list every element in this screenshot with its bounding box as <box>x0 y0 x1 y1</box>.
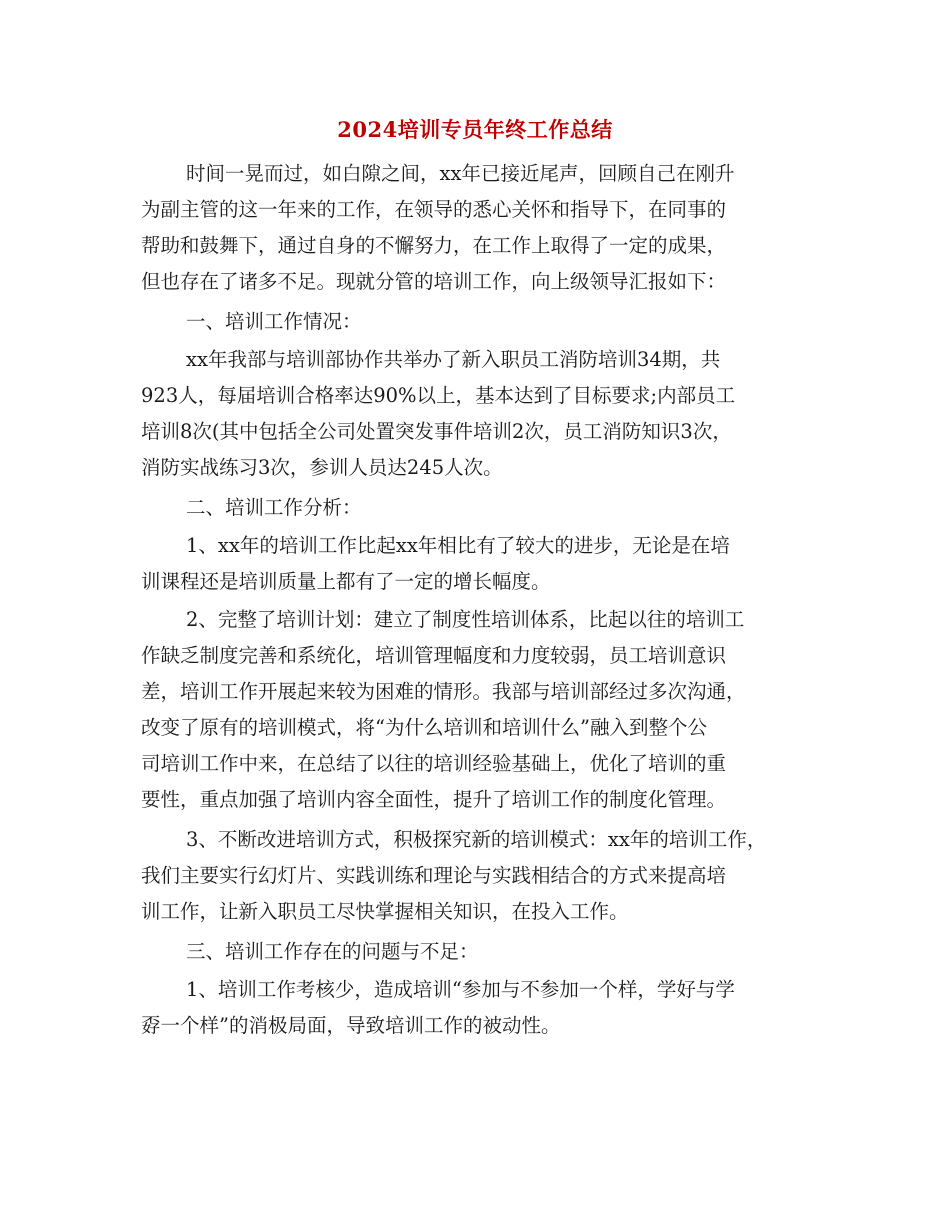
section-heading: 三、培训工作存在的问题与不足： <box>186 940 479 963</box>
paragraph-line: 1、xx年的培训工作比起xx年相比有了较大的进步，无论是在培 <box>186 534 730 557</box>
paragraph-line: 训工作，让新入职员工尽快掌握相关知识，在投入工作。 <box>141 900 629 923</box>
paragraph-line: 培训8次(其中包括全公司处置突发事件培训2次，员工消防知识3次， <box>141 420 732 443</box>
paragraph-line: xx年我部与培训部协作共举办了新入职员工消防培训34期，共 <box>186 348 721 371</box>
paragraph-line: 司培训工作中来，在总结了以往的培训经验基础上，优化了培训的重 <box>141 752 727 775</box>
paragraph-line: 2、完整了培训计划：建立了制度性培训体系，比起以往的培训工 <box>186 608 745 631</box>
document-title: 2024培训专员年终工作总结 <box>337 117 613 142</box>
paragraph-line: 训课程还是培训质量上都有了一定的增长幅度。 <box>141 570 551 593</box>
paragraph-line: 孬一个样”的消极局面，导致培训工作的被动性。 <box>141 1014 561 1037</box>
paragraph-line: 帮助和鼓舞下，通过自身的不懈努力，在工作上取得了一定的成果， <box>141 234 727 257</box>
paragraph-line: 1、培训工作考核少，造成培训“参加与不参加一个样，学好与学 <box>186 978 735 1001</box>
section-heading: 一、培训工作情况： <box>186 310 362 333</box>
paragraph-line: 时间一晃而过，如白隙之间，xx年已接近尾声，回顾自己在刚升 <box>186 162 735 185</box>
paragraph-line: 我们主要实行幻灯片、实践训练和理论与实践相结合的方式来提高培 <box>141 864 727 887</box>
paragraph-line: 消防实战练习3次，参训人员达245人次。 <box>141 456 503 479</box>
paragraph-line: 要性，重点加强了培训内容全面性，提升了培训工作的制度化管理。 <box>141 788 727 811</box>
paragraph-line: 923人，每届培训合格率达90%以上，基本达到了目标要求;内部员工 <box>141 384 736 407</box>
paragraph-line: 为副主管的这一年来的工作，在领导的悉心关怀和指导下，在同事的 <box>141 198 727 221</box>
paragraph-line: 作缺乏制度完善和系统化，培训管理幅度和力度较弱，员工培训意识 <box>141 644 727 667</box>
paragraph-line: 差，培训工作开展起来较为困难的情形。我部与培训部经过多次沟通， <box>141 680 746 703</box>
section-heading: 二、培训工作分析： <box>186 496 362 519</box>
paragraph-line: 但也存在了诸多不足。现就分管的培训工作，向上级领导汇报如下： <box>141 270 727 293</box>
paragraph-line: 改变了原有的培训模式，将“为什么培训和培训什么”融入到整个公 <box>141 716 707 739</box>
paragraph-line: 3、不断改进培训方式，积极探究新的培训模式：xx年的培训工作， <box>186 828 767 851</box>
